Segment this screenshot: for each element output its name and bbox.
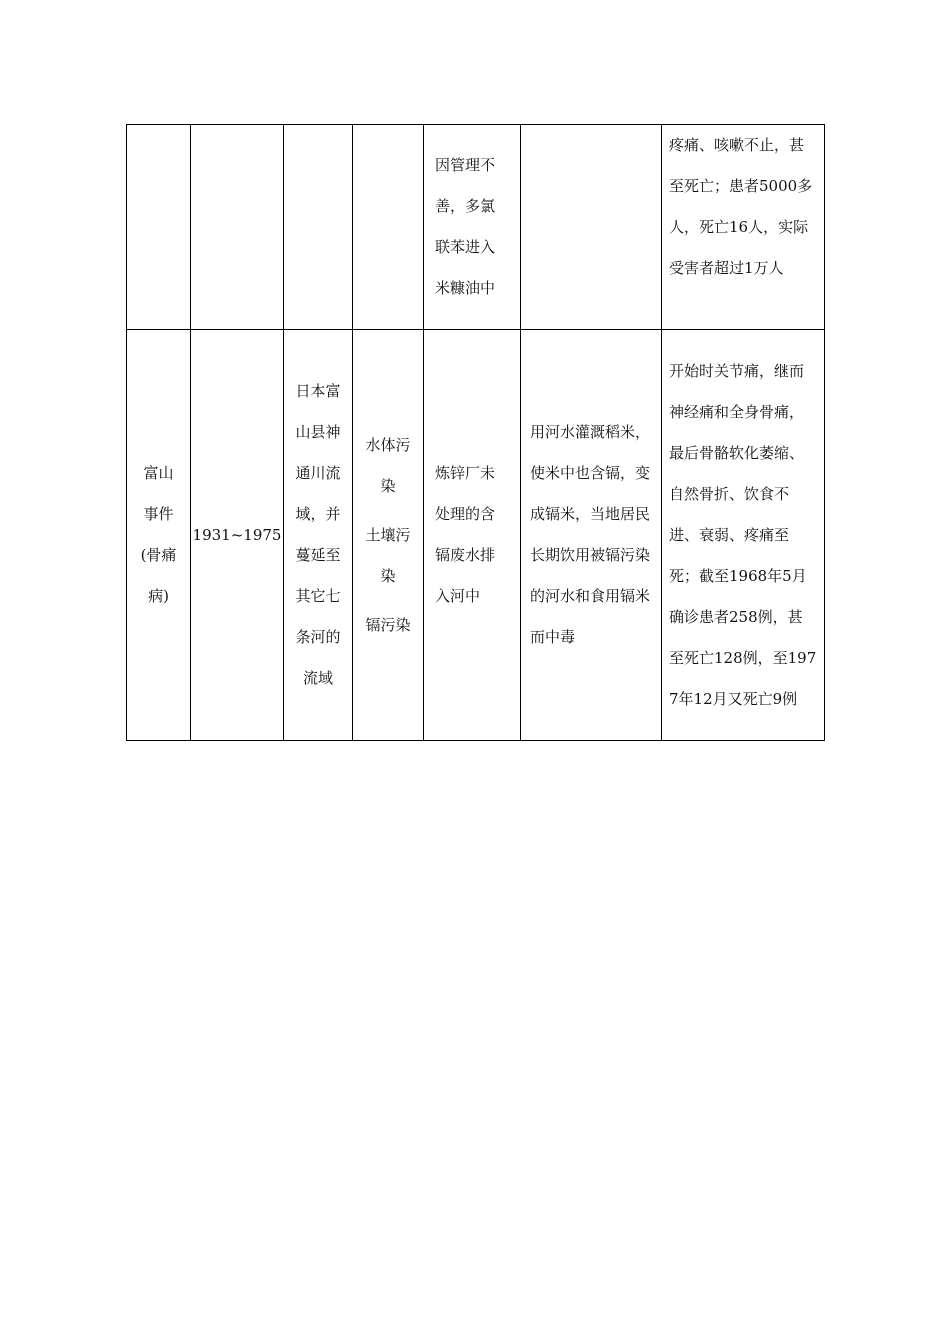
location-cell — [284, 330, 353, 741]
mechanism-cell — [521, 330, 662, 741]
event-name-line: 富山 — [143, 464, 174, 482]
period-cell — [191, 125, 284, 330]
table-row — [127, 330, 825, 741]
event-name-line: (骨痛 — [140, 546, 177, 564]
location-text: 日本富山县神通川流域，并蔓延至其它七条河的流域 — [295, 382, 341, 687]
harm-text: 疼痛、咳嗽不止，甚至死亡；患者5000多人，死亡16人，实际受害者超过1万人 — [669, 136, 813, 277]
cause-text: 因管理不善，多氯联苯进入米糠油中 — [435, 156, 496, 297]
pollution-type-item: 镉污染 — [365, 615, 411, 634]
pollution-type-cell — [353, 125, 424, 330]
harm-text: 开始时关节痛，继而神经痛和全身骨痛，最后骨骼软化萎缩、自然骨折、饮食不进、衰弱、疼痛至死；截至1968年5月确诊患者258例，甚至死亡128例，至1977年12月又死亡9例 — [669, 361, 817, 708]
period-text: 1931~1975 — [192, 525, 282, 544]
cause-cell — [424, 125, 521, 330]
cause-cell — [424, 330, 521, 741]
period-cell — [191, 330, 284, 741]
pollution-type-cell — [353, 330, 424, 741]
pollution-type-list — [361, 425, 415, 646]
pollution-type-item: 土壤污染 — [365, 525, 411, 585]
event-name-line: 病) — [148, 587, 169, 605]
location-cell — [284, 125, 353, 330]
cause-text: 炼锌厂未处理的含镉废水排入河中 — [435, 464, 496, 605]
event-cell — [127, 330, 191, 741]
harm-cell — [662, 330, 825, 741]
harm-cell — [662, 125, 825, 330]
pollution-type-item: 水体污染 — [365, 435, 411, 495]
event-name-line: 事件 — [143, 505, 174, 523]
event-cell — [127, 125, 191, 330]
event-name — [139, 453, 179, 617]
mechanism-cell — [521, 125, 662, 330]
pollution-events-table — [126, 124, 825, 741]
table-row — [127, 125, 825, 330]
mechanism-text: 用河水灌溉稻米，使米中也含镉，变成镉米，当地居民长期饮用被镉污染的河水和食用镉米而中毒 — [530, 423, 651, 646]
